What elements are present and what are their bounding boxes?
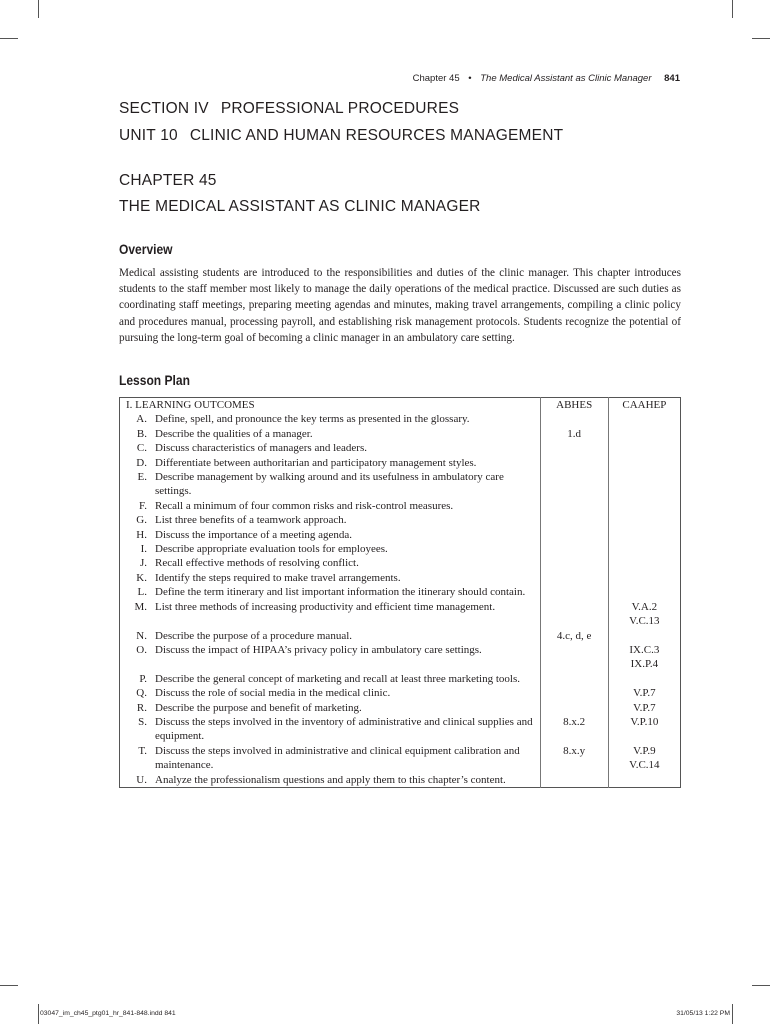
outcome-text: Discuss the importance of a meeting agenda. [155,528,353,541]
caahep-cell [608,427,680,441]
outcome-text: Describe the general concept of marketing and recall at least three marketing tools. [155,672,520,685]
abhes-cell [540,470,608,499]
table-row [120,441,681,455]
bullet-separator: • [468,73,472,84]
table-row [120,456,681,470]
outcome-text: Discuss the steps involved in administrative and clinical equipment calibration and maintenance. [155,744,520,772]
caahep-cell [608,585,680,599]
outcome-letter: L. [137,586,147,599]
outcome-text: Discuss the impact of HIPAA’s privacy policy in ambulatory care settings. [155,643,482,656]
outcome-letter: B. [136,427,147,440]
caahep-cell [608,773,680,788]
table-row [120,643,681,672]
outcome-text: Discuss the role of social media in the medical clinic. [155,687,391,700]
crop-mark [38,1004,39,1024]
table-row [120,542,681,556]
outcome-letter: P. [139,672,147,685]
unit-heading [119,127,563,145]
abhes-cell [540,571,608,585]
table-row [120,672,681,686]
table-row [120,528,681,542]
outcome-text: Describe the purpose and benefit of marketing. [155,701,362,714]
caahep-cell [608,542,680,556]
outcome-cell [120,427,541,441]
abhes-cell [540,585,608,599]
outcome-letter: I. [140,543,147,556]
table-row [120,412,681,426]
footer-file-info: 03047_im_ch45_ptg01_hr_841-848.indd 841 [40,1010,176,1017]
page-number: 841 [664,73,680,84]
outcome-cell [120,600,541,629]
learning-outcomes-header: I. LEARNING OUTCOMES [126,399,255,411]
crop-mark [38,0,39,18]
outcome-text: Differentiate between authoritarian and participatory management styles. [155,456,477,469]
running-head-chapter: Chapter 45 [412,73,460,84]
outcome-cell [120,701,541,715]
outcome-letter: S. [138,715,147,728]
outcome-cell [120,744,541,773]
table-row [120,499,681,513]
table-row [120,701,681,715]
abhes-cell [540,441,608,455]
caahep-cell [608,528,680,542]
outcome-text: Identify the steps required to make travel arrangements. [155,571,401,584]
table-row [120,773,681,788]
crop-mark [0,985,18,986]
footer-timestamp: 31/05/13 1:22 PM [676,1010,730,1017]
overview-paragraph: Medical assisting students are introduced to the responsibilities and duties of the clinic manager. This chapter introduces students to the staff member most likely to manage the daily operations of the medical practice. Discussed are such duties as coordinating staff meetings, preparing meeting agendas and minutes, making travel arrangements, compiling a clinic policy and procedures manual, processing payroll, and establishing risk management protocols. Students recognize the potential of pursuing the long-term goal of becoming a clinic manager in an ambulatory care setting. [119,267,681,344]
abhes-cell [540,528,608,542]
outcome-cell [120,672,541,686]
outcome-text: Analyze the professionalism questions and apply them to this chapter’s content. [155,773,506,786]
crop-mark [752,985,770,986]
outcome-text: Recall a minimum of four common risks and risk-control measures. [155,499,454,512]
caahep-cell [608,556,680,570]
table-row [120,600,681,629]
abhes-cell [540,672,608,686]
abhes-cell: 1.d [540,427,608,441]
outcome-letter: N. [136,629,147,642]
table-row [120,686,681,700]
abhes-header: ABHES [540,398,608,413]
outcome-cell [120,513,541,527]
outcome-text: List three methods of increasing productivity and efficient time management. [155,600,496,613]
chapter-title-heading: THE MEDICAL ASSISTANT AS CLINIC MANAGER [119,198,481,215]
outcome-cell [120,715,541,744]
outcome-cell [120,773,541,788]
outcome-cell [120,571,541,585]
outcome-cell [120,643,541,672]
abhes-cell: 8.x.y [540,744,608,773]
caahep-cell [608,513,680,527]
caahep-cell [608,412,680,426]
outcome-cell [120,499,541,513]
abhes-cell [540,600,608,629]
outcome-text: Define the term itinerary and list important information the itinerary should contain. [155,586,526,599]
abhes-cell: 8.x.2 [540,715,608,744]
unit-number: UNIT 10 [119,127,178,144]
table-row [120,470,681,499]
outcome-cell [120,686,541,700]
caahep-cell [608,441,680,455]
outcome-text: Describe the qualities of a manager. [155,427,313,440]
outcome-letter: K. [136,571,147,584]
outcome-cell [120,629,541,643]
section-title: PROFESSIONAL PROCEDURES [220,100,460,117]
table-row [120,585,681,599]
outcome-cell [120,441,541,455]
table-row [120,744,681,773]
overview-heading: Overview [119,241,173,257]
lesson-plan-heading: Lesson Plan [119,372,190,388]
outcome-letter: G. [136,514,147,527]
running-head [413,73,680,84]
caahep-cell: V.P.9 V.C.14 [608,744,680,773]
caahep-cell [608,571,680,585]
outcome-letter: C. [136,442,147,455]
abhes-cell [540,456,608,470]
running-head-title: The Medical Assistant as Clinic Manager [480,73,652,84]
caahep-cell: IX.C.3 IX.P.4 [608,643,680,672]
abhes-cell [540,412,608,426]
caahep-cell: V.P.7 [608,686,680,700]
outcome-cell [120,542,541,556]
abhes-cell [540,686,608,700]
section-heading [119,100,459,118]
outcome-text: Describe the purpose of a procedure manual. [155,629,353,642]
table-row [120,556,681,570]
section-number: SECTION IV [119,100,209,117]
table-row [120,513,681,527]
outcome-text: Discuss the steps involved in the inventory of administrative and clinical supplies and equipment. [155,715,533,743]
unit-title: CLINIC AND HUMAN RESOURCES MANAGEMENT [189,127,564,144]
abhes-cell [540,643,608,672]
table-row [120,427,681,441]
outcome-letter: H. [136,528,147,541]
table-row [120,571,681,585]
outcome-letter: E. [137,471,147,484]
lesson-plan-table [119,397,681,788]
abhes-cell [540,499,608,513]
outcome-letter: T. [138,744,147,757]
crop-mark [752,38,770,39]
crop-mark [732,1004,733,1024]
outcome-letter: A. [136,413,147,426]
caahep-cell [608,470,680,499]
outcome-text: Describe appropriate evaluation tools for employees. [155,543,388,556]
caahep-cell [608,672,680,686]
caahep-header: CAAHEP [608,398,680,413]
caahep-cell: V.P.7 [608,701,680,715]
outcome-text: Describe management by walking around and its usefulness in ambulatory care settings. [155,471,504,498]
crop-mark [732,0,733,18]
chapter-number-heading: CHAPTER 45 [119,172,217,189]
crop-mark [0,38,18,39]
outcome-text: List three benefits of a teamwork approach. [155,514,347,527]
abhes-cell [540,542,608,556]
abhes-cell: 4.c, d, e [540,629,608,643]
outcome-cell [120,528,541,542]
outcome-letter: M. [134,600,147,613]
outcome-cell [120,456,541,470]
abhes-cell [540,773,608,788]
caahep-cell [608,629,680,643]
caahep-cell [608,499,680,513]
outcome-letter: J. [139,557,147,570]
outcome-cell [120,470,541,499]
outcome-text: Recall effective methods of resolving conflict. [155,557,359,570]
outcome-text: Define, spell, and pronounce the key terms as presented in the glossary. [155,413,470,426]
table-row [120,629,681,643]
outcome-letter: R. [136,701,147,714]
abhes-cell [540,513,608,527]
caahep-cell: V.A.2 V.C.13 [608,600,680,629]
caahep-cell: V.P.10 [608,715,680,744]
outcome-cell [120,412,541,426]
outcome-cell [120,585,541,599]
outcome-cell [120,556,541,570]
caahep-cell [608,456,680,470]
outcome-letter: Q. [136,687,147,700]
abhes-cell [540,701,608,715]
table-header-row [120,398,681,413]
outcome-letter: D. [136,456,147,469]
outcome-letter: F. [139,499,147,512]
outcome-letter: O. [136,643,147,656]
abhes-cell [540,556,608,570]
outcome-letter: U. [136,773,147,786]
outcome-text: Discuss characteristics of managers and leaders. [155,442,367,455]
table-row [120,715,681,744]
